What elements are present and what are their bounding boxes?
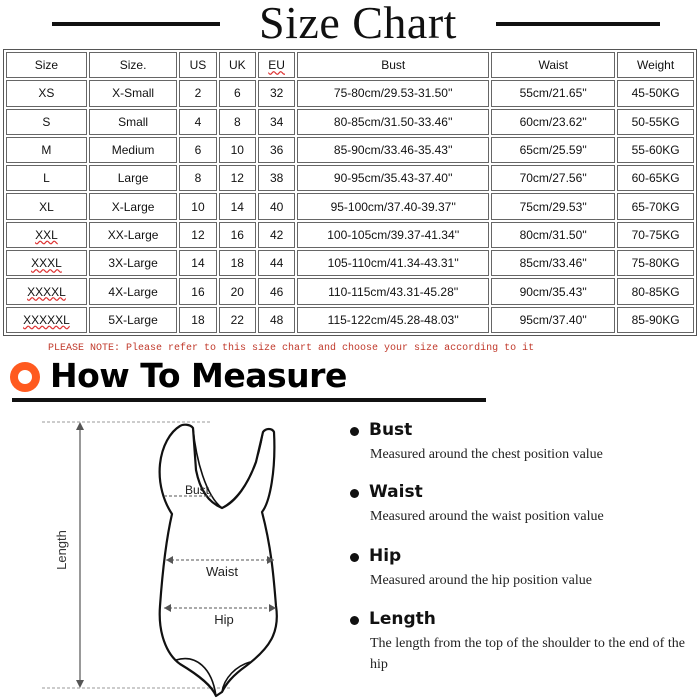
table-cell: 80-85KG [617, 278, 694, 304]
bullet-dot-icon [350, 427, 359, 436]
table-cell: 38 [258, 165, 295, 191]
table-row [6, 165, 694, 191]
measure-item-desc: Measured around the chest position value [370, 447, 603, 462]
table-cell: Medium [89, 137, 177, 163]
table-cell: 2 [179, 80, 216, 106]
page-title: Size Chart [259, 0, 457, 48]
table-cell: XL [6, 193, 87, 219]
table-cell: 48 [258, 307, 295, 333]
table-cell: X-Large [89, 193, 177, 219]
measure-item-desc: Measured around the waist position value [370, 509, 604, 524]
figure-label-length: Length [54, 530, 69, 570]
table-cell: L [6, 165, 87, 191]
table-cell: 3X-Large [89, 250, 177, 276]
table-row [6, 109, 694, 135]
table-cell: S [6, 109, 87, 135]
table-cell: 95-100cm/37.40-39.37'' [297, 193, 489, 219]
table-row [6, 278, 694, 304]
table-cell: XS [6, 80, 87, 106]
hip-arrow-left-icon [164, 604, 171, 612]
table-cell: 40 [258, 193, 295, 219]
table-cell: 115-122cm/45.28-48.03'' [297, 307, 489, 333]
measure-item-name: Waist [369, 482, 423, 502]
table-row [6, 307, 694, 333]
table-cell: 12 [219, 165, 256, 191]
figure-label-waist: Waist [205, 564, 239, 579]
table-row [6, 137, 694, 163]
table-cell: 32 [258, 80, 295, 106]
figure-label-bust: Bust [184, 483, 210, 497]
table-cell: 70cm/27.56'' [491, 165, 615, 191]
table-cell: 16 [179, 278, 216, 304]
bullet-dot-icon [350, 553, 359, 562]
table-cell: XXXL [6, 250, 87, 276]
bullet-dot-icon [350, 616, 359, 625]
title-rule-left [52, 22, 220, 26]
table-cell: 10 [179, 193, 216, 219]
title-rule-right [496, 22, 660, 26]
orange-ring-icon [10, 362, 40, 392]
table-header-cell: Size [6, 52, 87, 78]
table-cell: 50-55KG [617, 109, 694, 135]
measure-item-name: Hip [369, 546, 402, 566]
neckline-right [222, 432, 263, 508]
table-cell: 6 [179, 137, 216, 163]
length-arrow-up-icon [76, 422, 84, 430]
table-cell: 90-95cm/35.43-37.40'' [297, 165, 489, 191]
table-cell: 16 [219, 222, 256, 248]
table-cell: X-Small [89, 80, 177, 106]
measure-item-length [350, 609, 690, 689]
table-cell: 45-50KG [617, 80, 694, 106]
size-chart-header [0, 0, 700, 48]
table-cell: Large [89, 165, 177, 191]
table-cell: 60-65KG [617, 165, 694, 191]
table-cell: 8 [179, 165, 216, 191]
table-cell: 22 [219, 307, 256, 333]
table-cell: 4 [179, 109, 216, 135]
table-cell: 46 [258, 278, 295, 304]
table-header-cell: EU [258, 52, 295, 78]
table-cell: 75cm/29.53'' [491, 193, 615, 219]
table-cell: XXL [6, 222, 87, 248]
measure-item-name: Length [369, 609, 436, 629]
table-cell: 75-80cm/29.53-31.50'' [297, 80, 489, 106]
table-header-cell: US [179, 52, 216, 78]
table-cell: 18 [219, 250, 256, 276]
table-cell: 44 [258, 250, 295, 276]
measure-item-bust [350, 420, 690, 470]
table-header-cell: UK [219, 52, 256, 78]
measure-item-desc: The length from the top of the shoulder to the end of the hip [370, 636, 685, 672]
table-cell: Small [89, 109, 177, 135]
table-cell: 90cm/35.43'' [491, 278, 615, 304]
section-rule [12, 398, 486, 402]
table-cell: 65cm/25.59'' [491, 137, 615, 163]
table-cell: 65-70KG [617, 193, 694, 219]
size-note: PLEASE NOTE: Please refer to this size chart and choose your size according to it [48, 343, 535, 354]
table-cell: 80-85cm/31.50-33.46'' [297, 109, 489, 135]
table-row [6, 222, 694, 248]
table-cell: 4X-Large [89, 278, 177, 304]
table-cell: 95cm/37.40'' [491, 307, 615, 333]
measure-item-name: Bust [369, 420, 413, 440]
length-arrow-down-icon [76, 680, 84, 688]
swimsuit-diagram [0, 410, 340, 700]
size-table [3, 49, 697, 336]
table-cell: 100-105cm/39.37-41.34'' [297, 222, 489, 248]
table-cell: 14 [219, 193, 256, 219]
table-cell: 6 [219, 80, 256, 106]
table-cell: 70-75KG [617, 222, 694, 248]
table-header-cell: Waist [491, 52, 615, 78]
waist-arrow-left-icon [166, 556, 173, 564]
table-header-cell: Bust [297, 52, 489, 78]
table-cell: M [6, 137, 87, 163]
measure-item-waist [350, 482, 690, 532]
table-cell: 12 [179, 222, 216, 248]
section-title: How To Measure [50, 356, 347, 395]
table-cell: 60cm/23.62'' [491, 109, 615, 135]
measure-item-desc: Measured around the hip position value [370, 573, 593, 588]
table-cell: 85cm/33.46'' [491, 250, 615, 276]
table-cell: 36 [258, 137, 295, 163]
table-cell: 75-80KG [617, 250, 694, 276]
table-header-cell: Weight [617, 52, 694, 78]
table-row [6, 193, 694, 219]
table-cell: 85-90cm/33.46-35.43'' [297, 137, 489, 163]
table-cell: 18 [179, 307, 216, 333]
table-row [6, 80, 694, 106]
table-row [6, 250, 694, 276]
table-header-row [6, 52, 694, 78]
table-cell: 105-110cm/41.34-43.31'' [297, 250, 489, 276]
bullet-dot-icon [350, 489, 359, 498]
table-cell: 5X-Large [89, 307, 177, 333]
figure-label-hip: Hip [214, 612, 234, 627]
table-header-cell: Size. [89, 52, 177, 78]
table-cell: 85-90KG [617, 307, 694, 333]
table-cell: 8 [219, 109, 256, 135]
table-cell: 110-115cm/43.31-45.28'' [297, 278, 489, 304]
table-cell: 20 [219, 278, 256, 304]
table-cell: 14 [179, 250, 216, 276]
table-cell: 55cm/21.65'' [491, 80, 615, 106]
table-cell: 55-60KG [617, 137, 694, 163]
table-cell: 42 [258, 222, 295, 248]
table-cell: 10 [219, 137, 256, 163]
measure-item-hip [350, 546, 690, 596]
table-cell: XXXXXL [6, 307, 87, 333]
table-cell: 34 [258, 109, 295, 135]
table-cell: XXXXL [6, 278, 87, 304]
table-cell: XX-Large [89, 222, 177, 248]
table-cell: 80cm/31.50'' [491, 222, 615, 248]
